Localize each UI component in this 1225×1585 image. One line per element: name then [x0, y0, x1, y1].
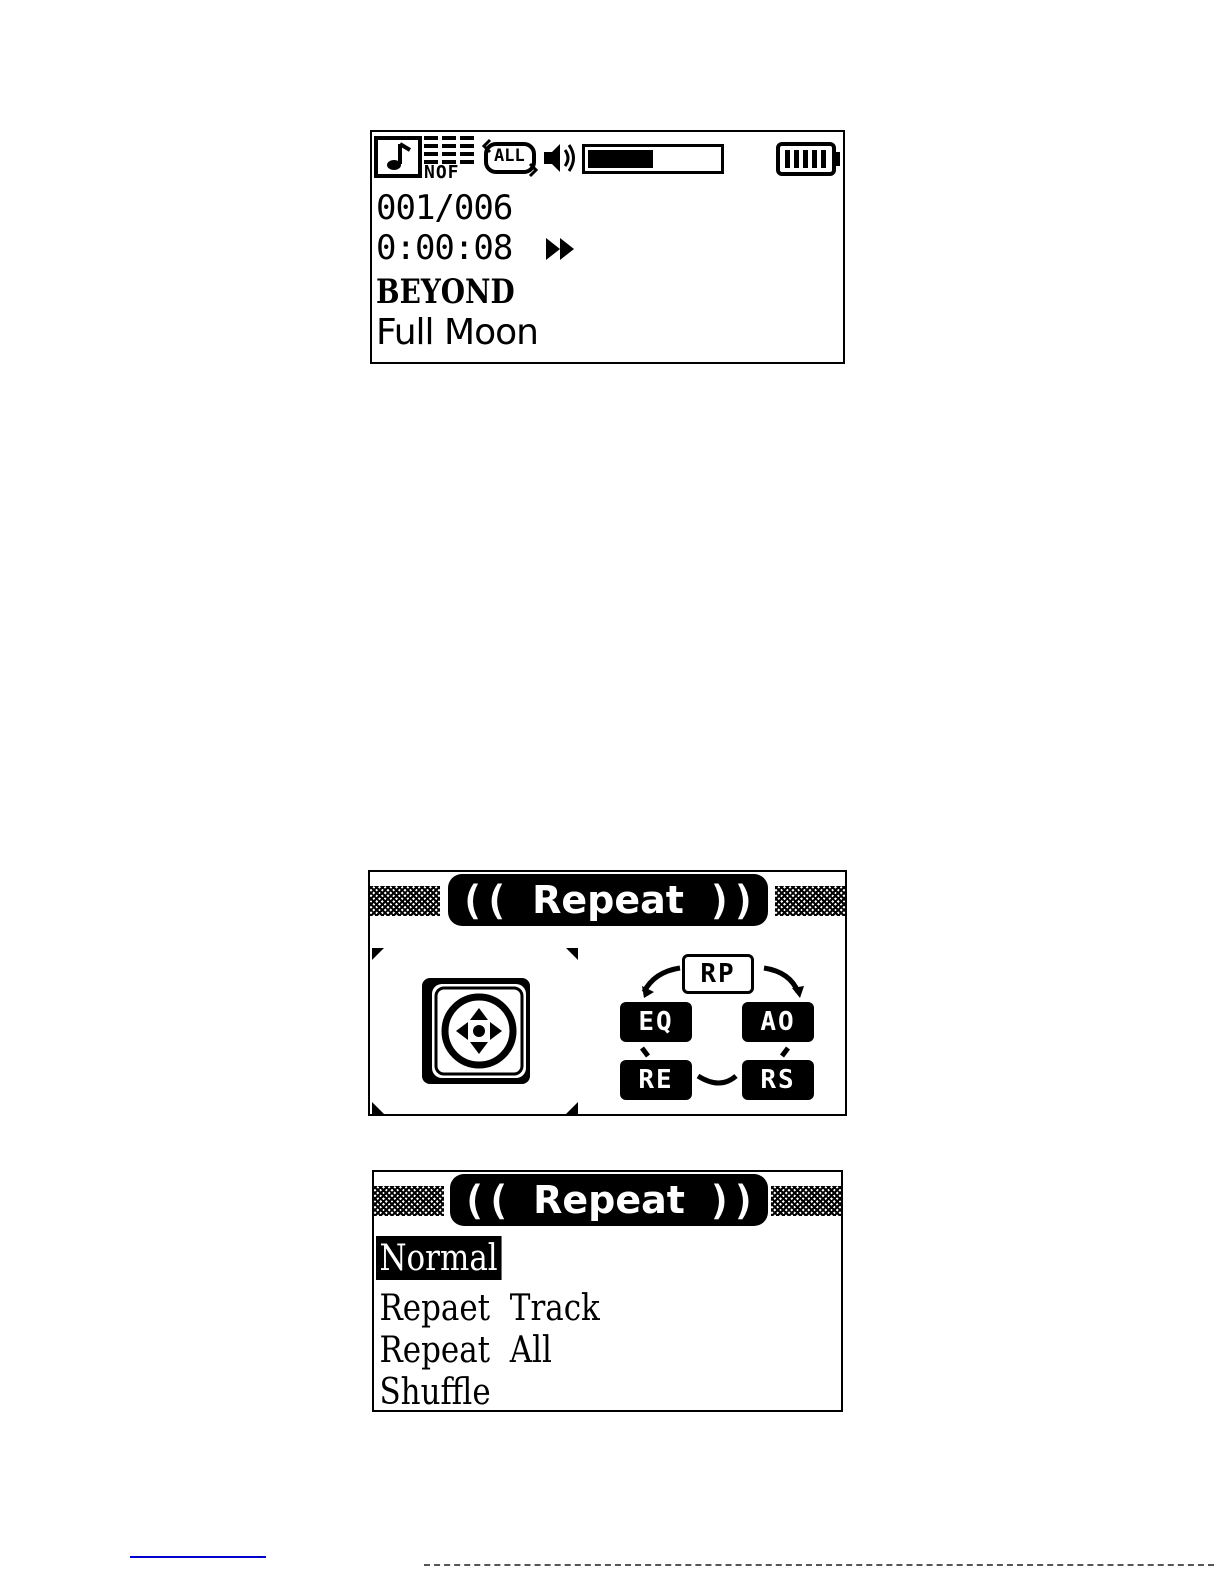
mode-button-ao[interactable]	[742, 1002, 814, 1042]
option-repeat-all[interactable]: Repeat All	[379, 1329, 552, 1371]
title-hatch-left	[370, 886, 440, 916]
title-right-bracket: ))	[707, 878, 756, 924]
title-pill	[448, 874, 768, 926]
mode-label: RE	[638, 1065, 674, 1095]
artist-name: BEYOND	[376, 272, 515, 312]
speaker-icon	[542, 140, 578, 180]
title-hatch-right	[771, 1186, 841, 1216]
mode-button-rp[interactable]	[682, 954, 754, 994]
song-title: Full Moon	[376, 312, 538, 353]
option-shuffle[interactable]: Shuffle	[379, 1371, 491, 1412]
title-left-bracket: ((	[462, 1178, 511, 1224]
mode-label: EQ	[638, 1007, 674, 1037]
repeat-mode-icon[interactable]	[420, 976, 532, 1090]
footer-link-underline	[130, 1556, 266, 1558]
title-right-bracket: ))	[707, 1178, 756, 1224]
title-bar	[370, 872, 845, 930]
repeat-options-screen	[372, 1170, 843, 1412]
mode-button-rs[interactable]	[742, 1060, 814, 1100]
status-bar	[372, 132, 843, 184]
menu-title: Repeat	[532, 878, 684, 922]
repeat-mode-label: ALL	[494, 146, 525, 166]
mode-label: RS	[760, 1065, 796, 1095]
footer-rule	[424, 1564, 1214, 1566]
volume-bar[interactable]	[582, 144, 724, 174]
menu-title: Repeat	[533, 1178, 685, 1222]
title-bar	[374, 1172, 841, 1230]
option-repeat-track[interactable]: Repaet Track	[379, 1287, 600, 1329]
track-counter: 001/006	[376, 188, 513, 228]
repeat-menu-screen	[368, 870, 847, 1116]
elapsed-time: 0:00:08	[376, 228, 513, 268]
title-left-bracket: ((	[460, 878, 509, 924]
battery-icon	[776, 142, 842, 180]
title-hatch-right	[775, 886, 845, 916]
now-playing-screen	[370, 130, 845, 364]
music-note-icon	[374, 136, 422, 182]
mode-label: RP	[700, 959, 736, 989]
fast-forward-icon	[544, 236, 576, 266]
title-hatch-left	[374, 1186, 444, 1216]
mode-button-re[interactable]	[620, 1060, 692, 1100]
mode-button-eq[interactable]	[620, 1002, 692, 1042]
eq-mode-label: NOF	[424, 162, 460, 183]
volume-bar-fill	[588, 150, 653, 168]
mode-label: AO	[760, 1007, 796, 1037]
option-normal[interactable]: Normal	[376, 1236, 501, 1280]
title-pill	[450, 1174, 768, 1226]
